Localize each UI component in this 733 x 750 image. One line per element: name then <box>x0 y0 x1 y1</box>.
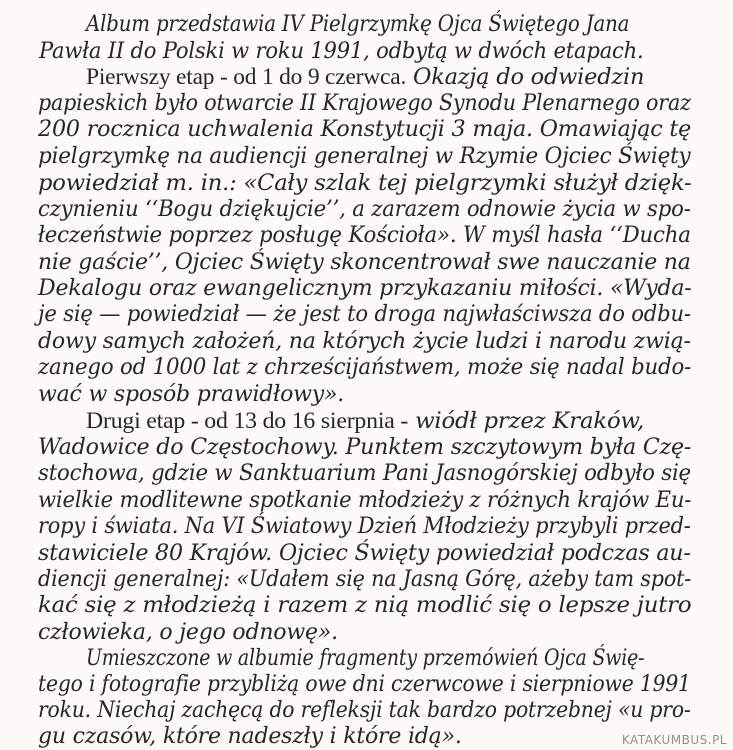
stage-heading: Pierwszy etap - od 1 do 9 czerwca. <box>86 64 407 89</box>
text-line <box>38 117 691 143</box>
line-text: Dekalogu oraz ewangelicznym przykazaniu miłości. «Wyda- <box>38 276 692 301</box>
text-line <box>39 39 644 65</box>
text-line <box>86 646 644 672</box>
text-line <box>38 488 691 514</box>
line-text: gu czasów, które nadeszły i które idą». <box>38 724 462 749</box>
line-text: wać w sposób prawidłowy». <box>38 382 345 407</box>
text-line <box>38 250 691 276</box>
text-line <box>38 197 691 223</box>
line-text: pielgrzymkę na audiencji generalnej w Rzymie Ojciec Święty <box>38 144 691 169</box>
line-text: dowy samych założeń, na których życie ludzi i narodu zwią- <box>38 329 691 354</box>
line-text: 200 rocznica uchwalenia Konstytucji 3 maja. Omawiając tę <box>38 117 692 142</box>
text-line <box>38 698 691 724</box>
text-line <box>38 302 691 328</box>
line-text: Pawła II do Polski w roku 1991, odbytą w dwóch etapach. <box>39 39 644 64</box>
line-text: ropy i świata. Na VI Światowy Dzień Młodzieży przybyli przed- <box>38 514 691 539</box>
line-text: zanego od 1000 lat z chrześcijaństwem, może się nadal budo- <box>38 355 692 380</box>
line-text-continuation: wiódł przez Kraków, <box>408 409 645 434</box>
text-line <box>38 593 691 619</box>
text-line <box>38 461 691 487</box>
text-line <box>86 408 644 435</box>
text-line <box>38 382 344 408</box>
stage-heading: Drugi etap - od 13 do 16 sierpnia - <box>86 408 409 433</box>
line-text: człowieka, o jego odnowę». <box>38 620 338 645</box>
line-text: Wadowice do Częstochowy. Punktem szczytowym była Czę- <box>38 435 692 460</box>
line-text: łeczeństwie poprzez posługę Kościoła». W myśl hasła ‘‘Ducha <box>38 223 691 248</box>
line-text: czynieniu ‘‘Bogu dziękujcie’’, a zarazem odnowie życia w spo- <box>38 197 691 222</box>
text-line <box>38 672 691 698</box>
text-line <box>38 329 691 355</box>
text-line <box>38 567 691 593</box>
text-line <box>38 514 691 540</box>
line-text: kać się z młodzieżą i razem z nią modlić się o lepsze jutro <box>38 593 692 618</box>
line-text: je się — powiedział — że jest to droga najwłaściwsza do odbu- <box>38 302 691 327</box>
text-line <box>38 355 691 381</box>
text-line <box>38 91 691 117</box>
text-line <box>38 276 691 302</box>
line-text: Umieszczone w albumie fragmenty przemówień Ojca Świę- <box>86 646 645 671</box>
text-line <box>38 620 338 646</box>
text-line <box>38 144 691 170</box>
text-line <box>38 223 691 249</box>
text-line <box>38 435 691 461</box>
text-line <box>38 541 691 567</box>
line-text: Album przedstawia IV Pielgrzymkę Ojca Świętego Jana <box>86 12 630 37</box>
line-text: nie gaście’’, Ojciec Święty skoncentrował swe nauczanie na <box>38 250 691 275</box>
text-line <box>38 724 462 750</box>
line-text-continuation: Okazją do odwiedzin <box>406 65 645 90</box>
text-line <box>86 12 629 38</box>
line-text: stawiciele 80 Krajów. Ojciec Święty powiedział podczas au- <box>38 541 691 566</box>
line-text: roku. Niechaj zachęcą do refleksji tak bardzo potrzebnej «u pro- <box>38 698 691 723</box>
line-text: tego i fotografie przybliżą owe dni czerwcowe i sierpniowe 1991 <box>38 672 691 697</box>
text-line <box>86 64 644 91</box>
line-text: wielkie modlitewne spotkanie młodzieży z różnych krajów Eu- <box>38 488 692 513</box>
text-line <box>38 171 691 197</box>
line-text: stochowa, gdzie w Sanktuarium Pani Jasnogórskiej odbyło się <box>38 461 691 486</box>
line-text: powiedział m. in.: «Cały szlak tej pielgrzymki służył dzięk- <box>38 171 692 196</box>
watermark: KATAKUMBUS.PL <box>621 733 727 747</box>
line-text: diencji generalnej: «Udałem się na Jasną Górę, ażeby tam spot- <box>38 567 692 592</box>
line-text: papieskich było otwarcie II Krajowego Synodu Plenarnego oraz <box>38 91 691 116</box>
